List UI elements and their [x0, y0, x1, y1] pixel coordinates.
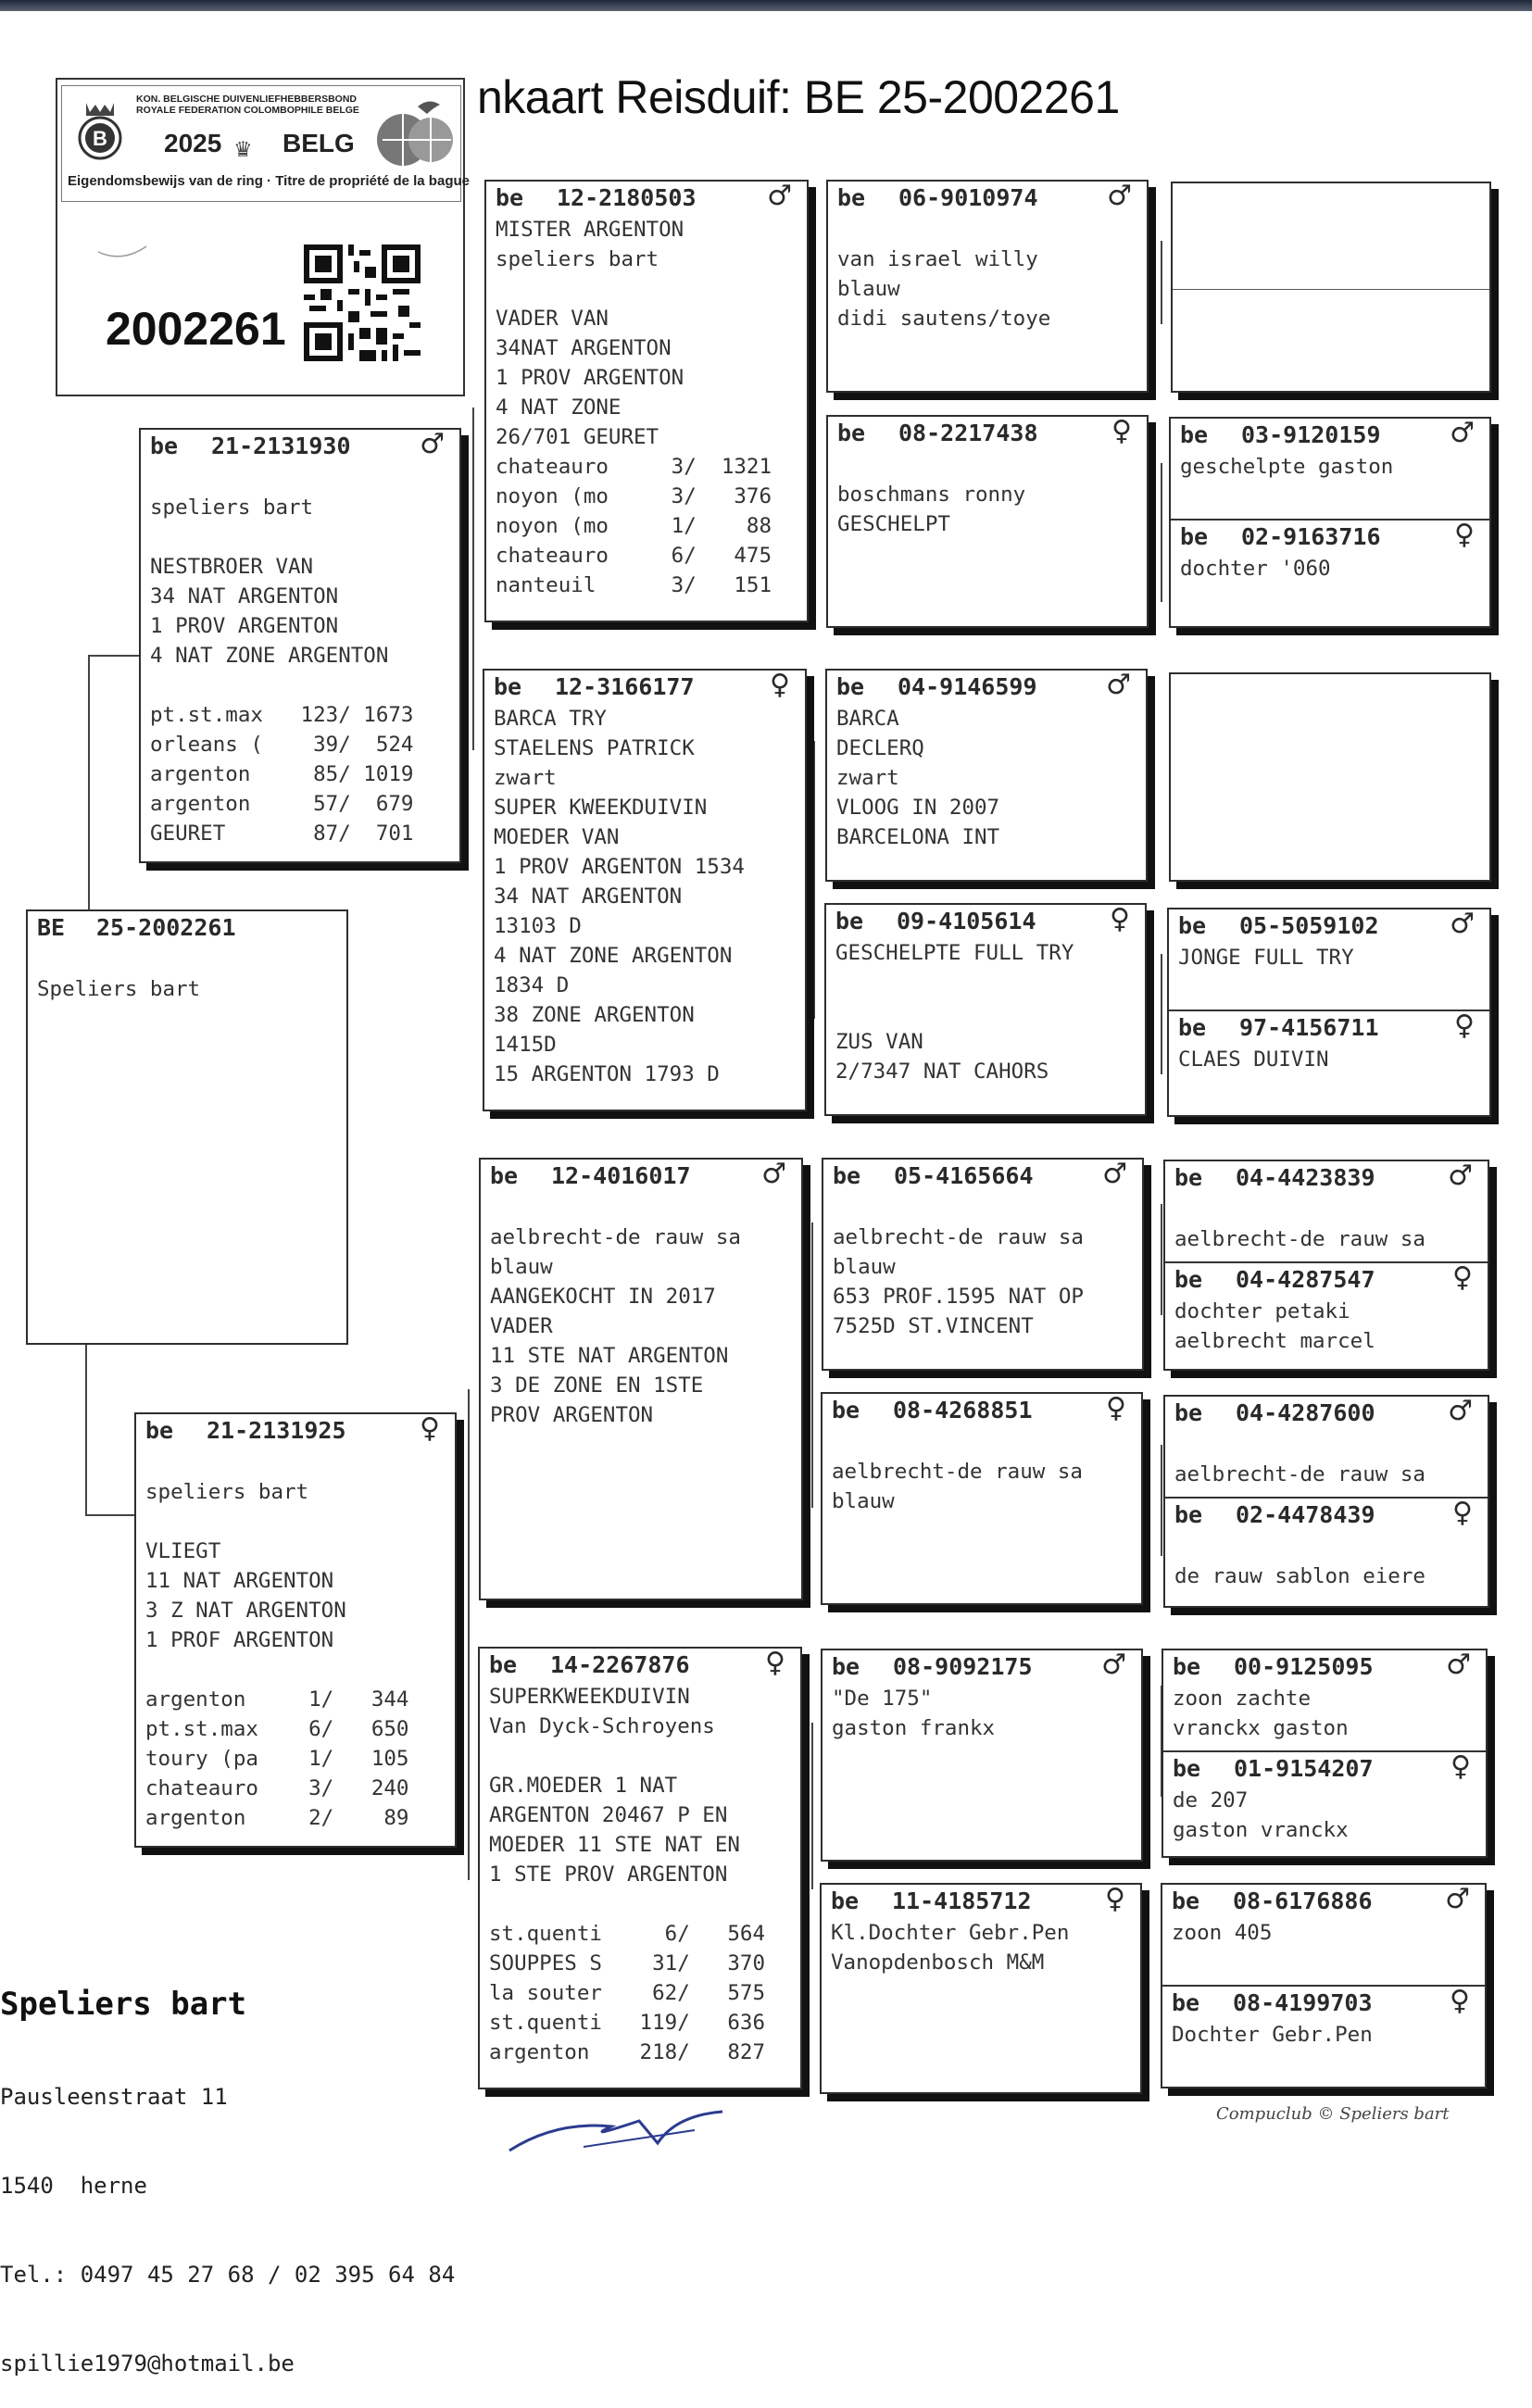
pigeon-details — [822, 1918, 1140, 1977]
svg-text:B: B — [93, 127, 107, 150]
ring-number: 2002261 — [106, 303, 286, 355]
tree-connector — [1161, 1204, 1162, 1315]
female-icon: ♀ — [770, 669, 790, 701]
detail-line: orleans ( 39/ 524 — [150, 733, 414, 757]
ring-number: 08-4268851 — [893, 1397, 1033, 1423]
ring-number: 12-2180503 — [557, 184, 697, 211]
detail-line: 1415D — [494, 1033, 557, 1057]
pigeon-card-fmf[interactable] — [825, 669, 1148, 882]
detail-line: aelbrecht-de rauw sa — [1174, 1227, 1425, 1251]
female-icon: ♀ — [765, 1647, 785, 1679]
detail-line: STAELENS PATRICK — [494, 736, 695, 760]
pigeon-card-pair-mfm[interactable] — [1163, 1395, 1489, 1608]
detail-line: 1 PROV ARGENTON 1534 — [494, 855, 745, 879]
pigeon-details — [481, 1193, 801, 1430]
pigeon-card-fff[interactable] — [826, 180, 1149, 393]
detail-line: SOUPPES S 31/ 370 — [489, 1951, 766, 1975]
detail-line: 653 PROF.1595 NAT OP — [833, 1285, 1084, 1309]
detail-line: nanteuil 3/ 151 — [496, 573, 772, 597]
ring-number: 04-4287600 — [1236, 1399, 1375, 1426]
detail-line: zwart — [494, 766, 557, 790]
detail-line — [832, 1427, 1132, 1457]
country-code: be — [1178, 1014, 1207, 1041]
detail-line: de rauw sablon eiere — [1174, 1564, 1425, 1588]
pigeon-details — [823, 1193, 1142, 1341]
pigeon-card-fmm[interactable] — [824, 903, 1147, 1116]
detail-line: MOEDER 11 STE NAT EN — [489, 1833, 740, 1857]
tree-connector — [85, 1514, 137, 1516]
federation-name-nl: KON. BELGISCHE DUIVENLIEFHEBBERSBOND — [136, 94, 358, 105]
pigeon-card-pair-mmf[interactable] — [1162, 1649, 1488, 1858]
detail-line: GEURET 87/ 701 — [150, 821, 414, 846]
tree-connector — [1161, 1445, 1162, 1556]
detail-line: aelbrecht marcel — [1174, 1329, 1375, 1353]
pigeon-details — [1171, 554, 1489, 583]
ring-ownership-label: Eigendomsbewijs van de ring · Titre de propriété de la bague — [68, 173, 470, 189]
country-code: be — [489, 1651, 518, 1678]
female-icon: ♀ — [1450, 1750, 1471, 1783]
country-code: be — [833, 1162, 861, 1189]
pigeon-card-pair-mff[interactable] — [1163, 1160, 1489, 1371]
ring-card-header — [61, 85, 470, 202]
male-icon: ♂ — [1448, 1395, 1473, 1427]
detail-line: VADER VAN — [496, 307, 609, 331]
detail-line: argenton 218/ 827 — [489, 2040, 766, 2064]
detail-line: pt.st.max 6/ 650 — [145, 1717, 409, 1741]
detail-line — [150, 522, 450, 552]
ring-number: 04-9146599 — [898, 673, 1037, 700]
pigeon-details — [28, 945, 346, 1004]
country-code: be — [1172, 1888, 1200, 1914]
country-code: be — [836, 673, 865, 700]
detail-line: gaston frankx — [832, 1716, 996, 1740]
tree-connector — [88, 655, 90, 909]
female-icon: ♀ — [1110, 903, 1130, 935]
detail-line: ARGENTON 20467 P EN — [489, 1803, 728, 1827]
ring-number: 09-4105614 — [897, 908, 1036, 934]
detail-line: speliers bart — [496, 247, 659, 271]
pigeon-card-mother[interactable] — [134, 1412, 457, 1848]
detail-line: 7525D ST.VINCENT — [833, 1314, 1034, 1338]
pigeon-details — [1171, 452, 1489, 519]
pigeon-details — [141, 463, 459, 848]
card-divider — [1173, 289, 1489, 290]
country-code: be — [1174, 1164, 1203, 1191]
male-icon: ♂ — [1445, 1883, 1470, 1915]
female-icon: ♀ — [1106, 1392, 1126, 1424]
detail-line: la souter 62/ 575 — [489, 1981, 766, 2005]
pigeon-details — [1165, 1430, 1488, 1497]
tree-connector — [85, 1345, 87, 1514]
detail-line — [145, 1448, 446, 1477]
detail-line: geschelpte gaston — [1180, 455, 1394, 479]
male-icon: ♂ — [761, 1158, 786, 1190]
detail-line: aelbrecht-de rauw sa — [833, 1225, 1084, 1249]
detail-line: 34NAT ARGENTON — [496, 336, 672, 360]
ring-number: 04-4423839 — [1236, 1164, 1375, 1191]
detail-line: blauw — [833, 1255, 896, 1279]
detail-line: CLAES DUIVIN — [1178, 1047, 1329, 1072]
pigeon-card-mf[interactable] — [479, 1158, 803, 1600]
detail-line: 4 NAT ZONE ARGENTON — [150, 644, 389, 668]
ring-number: 03-9120159 — [1241, 421, 1381, 448]
detail-line: Kl.Dochter Gebr.Pen — [831, 1921, 1070, 1945]
detail-line — [1174, 1532, 1478, 1561]
pigeon-card-subject[interactable] — [26, 909, 348, 1345]
detail-line: MOEDER VAN — [494, 825, 620, 849]
detail-line: chateauro 3/ 1321 — [496, 455, 772, 479]
detail-line — [496, 274, 797, 304]
ring-number: 97-4156711 — [1239, 1014, 1379, 1041]
detail-line: 3 Z NAT ARGENTON — [145, 1599, 346, 1623]
ring-number: 11-4185712 — [892, 1888, 1032, 1914]
country-code: be — [832, 1397, 860, 1423]
ring-number: 25-2002261 — [96, 914, 236, 941]
detail-line: MISTER ARGENTON — [496, 218, 684, 242]
pigeon-card-pair-ffm[interactable] — [1169, 417, 1491, 628]
tree-connector — [813, 741, 815, 1019]
female-icon: ♀ — [1105, 1883, 1125, 1915]
detail-line — [835, 968, 1136, 997]
detail-line: 1 PROF ARGENTON — [145, 1628, 334, 1652]
detail-line: JONGE FULL TRY — [1178, 946, 1354, 970]
ring-number: 05-4165664 — [894, 1162, 1034, 1189]
country-code: be — [1174, 1399, 1203, 1426]
detail-line — [833, 1193, 1133, 1223]
pigeon-details — [1169, 943, 1489, 1010]
detail-line — [145, 1655, 446, 1685]
country-code: be — [494, 673, 522, 700]
detail-line: de 207 — [1173, 1788, 1249, 1812]
detail-line: SUPER KWEEKDUIVIN — [494, 796, 708, 820]
country-code: be — [145, 1417, 174, 1444]
detail-line: zoon 405 — [1172, 1921, 1273, 1945]
owner-email[interactable]: spillie1979@hotmail.be — [0, 2351, 295, 2377]
detail-line: 1 STE PROV ARGENTON — [489, 1862, 728, 1887]
country-code: be — [1173, 1755, 1201, 1782]
detail-line: "De 175" — [832, 1687, 933, 1711]
detail-line: boschmans ronny — [837, 483, 1026, 507]
detail-line: blauw — [832, 1489, 895, 1513]
ring-number: 08-6176886 — [1233, 1888, 1373, 1914]
detail-line: toury (pa 1/ 105 — [145, 1747, 409, 1771]
ring-number: 01-9154207 — [1234, 1755, 1374, 1782]
pigeon-details — [823, 1427, 1141, 1516]
country-code: be — [837, 420, 866, 446]
detail-line: aelbrecht-de rauw sa — [1174, 1462, 1425, 1486]
detail-line: 11 NAT ARGENTON — [145, 1569, 334, 1593]
detail-line: 1834 D — [494, 973, 570, 997]
pigeon-card-mm[interactable] — [478, 1647, 802, 2089]
page-title: nkaart Reisduif: BE 25-2002261 — [477, 71, 1120, 123]
detail-line: VLOOG IN 2007 — [836, 796, 1000, 820]
tree-connector — [1161, 954, 1162, 1074]
crown-icon: ♛ — [235, 132, 251, 163]
ring-number: 06-9010974 — [898, 184, 1038, 211]
detail-line: BARCA TRY — [494, 707, 607, 731]
detail-line: NESTBROER VAN — [150, 555, 314, 579]
pigeon-details — [1165, 1195, 1488, 1261]
ring-year: 2025 — [164, 129, 222, 157]
pigeon-details — [1163, 1786, 1486, 1845]
detail-line: Van Dyck-Schroyens — [489, 1714, 715, 1738]
detail-line: Speliers bart — [37, 977, 201, 1001]
detail-line: aelbrecht-de rauw sa — [832, 1460, 1083, 1484]
detail-line: st.quenti 6/ 564 — [489, 1922, 766, 1946]
pigeon-details — [486, 215, 807, 600]
detail-line: 38 ZONE ARGENTON — [494, 1003, 695, 1027]
tree-connector — [813, 243, 815, 437]
detail-line — [489, 1741, 791, 1771]
detail-line — [145, 1507, 446, 1536]
country-code: be — [1174, 1266, 1203, 1293]
detail-line: GESCHELPT — [837, 512, 950, 536]
ring-number: 04-4287547 — [1236, 1266, 1375, 1293]
tree-connector — [1161, 241, 1162, 324]
detail-line: ZUS VAN — [835, 1030, 923, 1054]
female-icon: ♀ — [1454, 519, 1475, 551]
owner-name: Speliers bart — [0, 1986, 247, 2023]
male-icon: ♂ — [767, 180, 792, 212]
detail-line: GR.MOEDER 1 NAT — [489, 1774, 678, 1798]
detail-line: aelbrecht-de rauw sa — [490, 1225, 741, 1249]
ring-country: BELG — [283, 129, 355, 157]
pigeon-card-pair-fmm[interactable] — [1167, 908, 1491, 1117]
detail-line — [1174, 1195, 1478, 1224]
male-icon: ♂ — [1446, 1649, 1471, 1681]
detail-line: zoon zachte — [1173, 1687, 1312, 1711]
ring-number: 12-3166177 — [555, 673, 695, 700]
pigeon-details — [484, 704, 805, 1089]
owner-city: 1540 herne — [0, 2173, 147, 2199]
globe-pigeon-logo-icon — [373, 97, 457, 168]
detail-line: 2/7347 NAT CAHORS — [835, 1060, 1049, 1084]
country-code: be — [496, 184, 524, 211]
owner-address-block — [0, 1926, 455, 2408]
ring-number: 08-2217438 — [898, 420, 1038, 446]
qr-code-icon — [304, 245, 421, 361]
detail-line: speliers bart — [150, 495, 314, 520]
detail-line: argenton 57/ 679 — [150, 792, 414, 816]
pigeon-details — [1162, 1918, 1485, 1985]
ring-ownership-card — [56, 78, 470, 396]
detail-line: 26/701 GEURET — [496, 425, 659, 449]
federation-name — [136, 94, 359, 116]
pigeon-card-mff[interactable] — [822, 1158, 1144, 1371]
detail-line: dochter '060 — [1180, 557, 1331, 581]
ring-number: 14-2267876 — [550, 1651, 690, 1678]
federation-logo-icon — [75, 101, 125, 168]
scan-top-edge — [0, 0, 1532, 11]
pigeon-details — [136, 1448, 455, 1833]
tree-connector — [811, 1223, 813, 1508]
detail-line: noyon (mo 3/ 376 — [496, 484, 772, 508]
detail-line: 34 NAT ARGENTON — [494, 884, 683, 909]
male-icon: ♂ — [1450, 908, 1475, 940]
tree-connector — [88, 655, 144, 657]
detail-line: argenton 2/ 89 — [145, 1806, 409, 1830]
male-icon: ♂ — [1448, 1160, 1473, 1192]
detail-line: GESCHELPTE FULL TRY — [835, 941, 1074, 965]
detail-line: 1 PROV ARGENTON — [496, 366, 684, 390]
detail-line — [837, 215, 1137, 245]
pigeon-details — [480, 1682, 800, 2067]
ring-number: 08-4199703 — [1233, 1989, 1373, 2016]
detail-line: pt.st.max 123/ 1673 — [150, 703, 414, 727]
male-icon: ♂ — [1101, 1649, 1126, 1681]
ring-card-mark — [94, 233, 150, 261]
male-icon: ♂ — [1107, 180, 1132, 212]
pigeon-card-fmfx-empty[interactable] — [1169, 672, 1491, 882]
detail-line — [37, 945, 337, 974]
detail-line — [150, 671, 450, 700]
ring-number: 00-9125095 — [1234, 1653, 1374, 1680]
male-icon: ♂ — [1450, 417, 1475, 449]
pigeon-details — [1165, 1297, 1488, 1356]
female-icon: ♀ — [1452, 1497, 1473, 1529]
detail-line: chateauro 3/ 240 — [145, 1776, 409, 1800]
detail-line: Vanopdenbosch M&M — [831, 1950, 1045, 1975]
detail-line: PROV ARGENTON — [490, 1403, 654, 1427]
country-code: be — [150, 433, 179, 459]
country-code: BE — [37, 914, 66, 941]
detail-line — [490, 1193, 792, 1223]
pigeon-details — [823, 1684, 1141, 1743]
detail-line: SUPERKWEEKDUIVIN — [489, 1685, 690, 1709]
pigeon-details — [828, 450, 1147, 539]
detail-line: argenton 1/ 344 — [145, 1687, 409, 1712]
ring-number: 12-4016017 — [551, 1162, 691, 1189]
detail-line: VADER — [490, 1314, 553, 1338]
detail-line: blauw — [837, 277, 900, 301]
country-code: be — [1174, 1501, 1203, 1528]
owner-street: Pausleenstraat 11 — [0, 2084, 228, 2110]
detail-line: 3 DE ZONE EN 1STE — [490, 1373, 704, 1398]
pigeon-card-pair-mmm[interactable] — [1161, 1883, 1487, 2088]
detail-line: BARCA — [836, 707, 899, 731]
detail-line: 34 NAT ARGENTON — [150, 584, 339, 608]
pigeon-card-mfm[interactable] — [821, 1392, 1143, 1605]
detail-line: argenton 85/ 1019 — [150, 762, 414, 786]
female-icon: ♀ — [1111, 415, 1132, 447]
ring-number: 02-4478439 — [1236, 1501, 1375, 1528]
detail-line — [489, 1889, 791, 1919]
pigeon-card-fm[interactable] — [483, 669, 807, 1111]
detail-line — [835, 997, 1136, 1027]
signature-icon — [500, 2093, 741, 2158]
detail-line: 4 NAT ZONE — [496, 395, 622, 420]
country-code: be — [1180, 421, 1209, 448]
pigeon-details — [1163, 1684, 1486, 1750]
pigeon-card-father[interactable] — [139, 428, 461, 863]
detail-line: zwart — [836, 766, 899, 790]
tree-connector — [1161, 463, 1162, 602]
country-code: be — [835, 908, 864, 934]
detail-line: gaston vranckx — [1173, 1818, 1349, 1842]
detail-line: noyon (mo 1/ 88 — [496, 514, 772, 538]
country-code: be — [1178, 912, 1207, 939]
tree-connector — [811, 1723, 813, 1889]
detail-line: speliers bart — [145, 1480, 309, 1504]
pigeon-details — [1162, 2020, 1485, 2050]
detail-line: BARCELONA INT — [836, 825, 1000, 849]
detail-line: chateauro 6/ 475 — [496, 544, 772, 568]
country-code: be — [832, 1653, 860, 1680]
country-code: be — [490, 1162, 519, 1189]
country-code: be — [837, 184, 866, 211]
federation-name-fr: ROYALE FEDERATION COLOMBOPHILE BELGE — [136, 105, 359, 116]
pigeon-card-ff[interactable] — [484, 180, 809, 622]
pigeon-card-ffm[interactable] — [826, 415, 1149, 628]
tree-connector — [468, 1389, 470, 1880]
detail-line — [150, 463, 450, 493]
country-code: be — [831, 1888, 860, 1914]
pigeon-details — [1169, 1045, 1489, 1074]
pigeon-details — [1165, 1532, 1488, 1591]
ring-number: 21-2131930 — [211, 433, 351, 459]
female-icon: ♀ — [1450, 1985, 1470, 2017]
detail-line: Dochter Gebr.Pen — [1172, 2023, 1373, 2047]
detail-line: van israel willy — [837, 247, 1038, 271]
detail-line — [837, 450, 1137, 480]
female-icon: ♀ — [420, 1412, 440, 1445]
ring-number: 08-9092175 — [893, 1653, 1033, 1680]
detail-line: 15 ARGENTON 1793 D — [494, 1062, 720, 1086]
detail-line: 11 STE NAT ARGENTON — [490, 1344, 729, 1368]
detail-line: vranckx gaston — [1173, 1716, 1349, 1740]
male-icon: ♂ — [420, 428, 445, 460]
ring-number: 21-2131925 — [207, 1417, 346, 1444]
female-icon: ♀ — [1454, 1010, 1475, 1042]
detail-line: 13103 D — [494, 914, 582, 938]
country-code: be — [1172, 1989, 1200, 2016]
footer-credit: Compuclub © Speliers bart — [1216, 2104, 1450, 2124]
female-icon: ♀ — [1452, 1261, 1473, 1294]
detail-line: dochter petaki — [1174, 1299, 1350, 1323]
detail-line: VLIEGT — [145, 1539, 221, 1563]
detail-line: st.quenti 119/ 636 — [489, 2011, 766, 2035]
tree-connector — [472, 408, 474, 750]
male-icon: ♂ — [1102, 1158, 1127, 1190]
ring-number: 02-9163716 — [1241, 523, 1381, 550]
pigeon-details — [827, 704, 1146, 852]
pigeon-details — [826, 938, 1145, 1086]
detail-line: DECLERQ — [836, 736, 924, 760]
detail-line — [1174, 1430, 1478, 1460]
detail-line: didi sautens/toye — [837, 307, 1051, 331]
detail-line: 1 PROV ARGENTON — [150, 614, 339, 638]
pigeon-details — [828, 215, 1147, 333]
male-icon: ♂ — [1106, 669, 1131, 701]
pigeon-card-fffx-empty[interactable] — [1171, 182, 1491, 393]
country-code: be — [1180, 523, 1209, 550]
detail-line: blauw — [490, 1255, 553, 1279]
pigeon-card-mmm[interactable] — [820, 1883, 1142, 2094]
ring-number: 05-5059102 — [1239, 912, 1379, 939]
detail-line: 4 NAT ZONE ARGENTON — [494, 944, 733, 968]
owner-phone: Tel.: 0497 45 27 68 / 02 395 64 84 — [0, 2262, 456, 2288]
pigeon-card-mmf[interactable] — [821, 1649, 1143, 1862]
detail-line: AANGEKOCHT IN 2017 — [490, 1285, 716, 1309]
country-code: be — [1173, 1653, 1201, 1680]
